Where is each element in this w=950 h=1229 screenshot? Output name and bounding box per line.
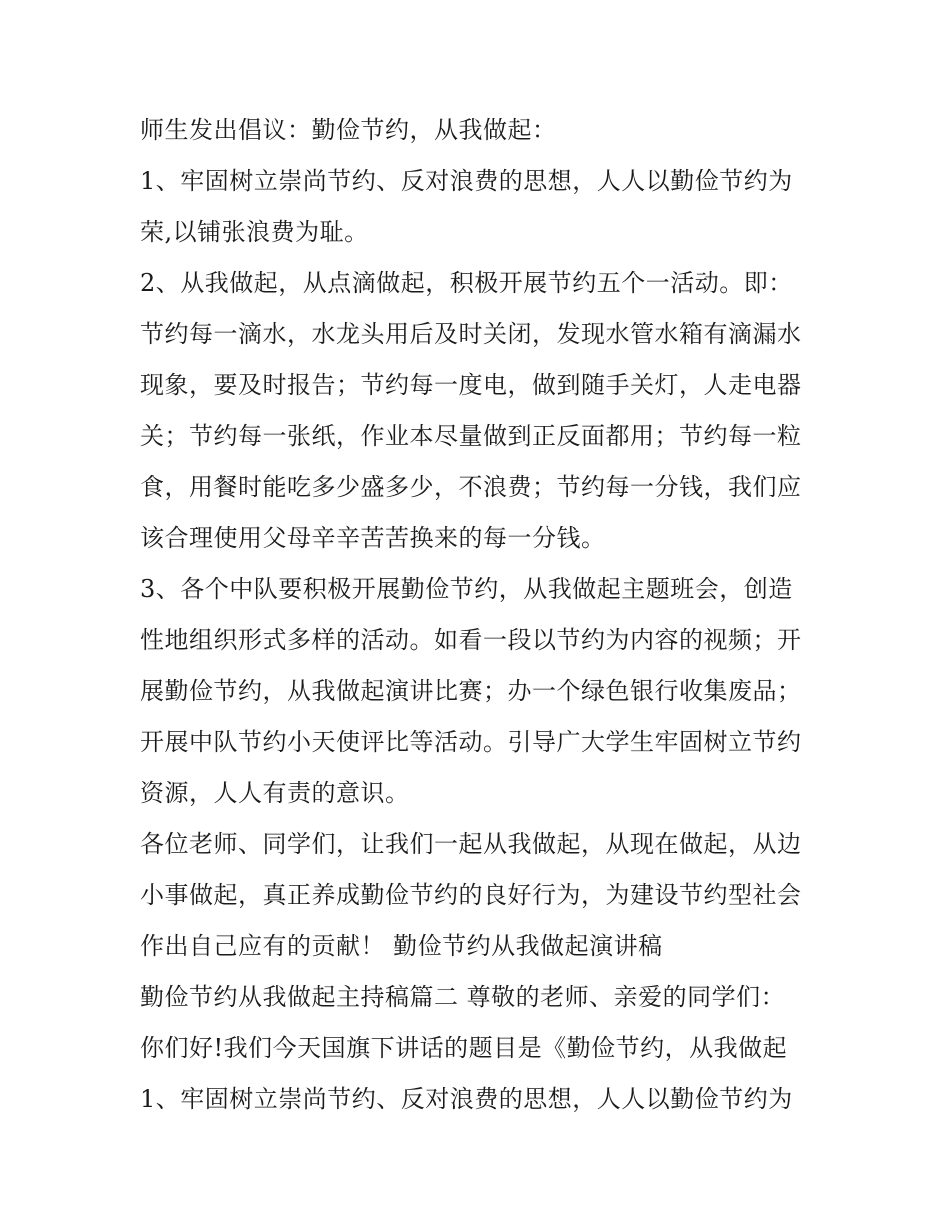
- text-line: 勤俭节约从我做起主持稿篇二 尊敬的老师、亲爱的同学们：: [140, 983, 786, 1011]
- text-line: 开展中队节约小天使评比等活动。引导广大学生牢固树立节约: [140, 728, 802, 756]
- text-line: 你们好!我们今天国旗下讲话的题目是《勤俭节约，从我做起: [140, 1034, 788, 1062]
- text-line: 各位老师、同学们，让我们一起从我做起，从现在做起，从边: [140, 830, 802, 858]
- text-line: 资源，人人有责的意识。: [140, 779, 410, 807]
- document-body: [140, 105, 830, 1125]
- text-line: 师生发出倡议：勤俭节约，从我做起：: [140, 116, 557, 144]
- text-line: 3、各个中队要积极开展勤俭节约，从我做起主题班会，创造: [140, 575, 793, 603]
- text-line: 现象，要及时报告；节约每一度电，做到随手关灯，人走电器: [140, 371, 802, 399]
- text-line: 1、牢固树立崇尚节约、反对浪费的思想，人人以勤俭节约为: [140, 167, 793, 195]
- text-line: 荣,以铺张浪费为耻。: [140, 218, 369, 246]
- text-line: 性地组织形式多样的活动。如看一段以节约为内容的视频；开: [140, 626, 802, 654]
- text-line: 该合理使用父母辛辛苦苦换来的每一分钱。: [140, 524, 606, 552]
- text-line: 食，用餐时能吃多少盛多少，不浪费；节约每一分钱，我们应: [140, 473, 802, 501]
- text-line: 节约每一滴水，水龙头用后及时关闭，发现水管水箱有滴漏水: [140, 320, 802, 348]
- text-line: 展勤俭节约，从我做起演讲比赛；办一个绿色银行收集废品；: [140, 677, 802, 705]
- text-line: 作出自己应有的贡献！ 勤俭节约从我做起演讲稿: [140, 932, 663, 960]
- text-line: 关；节约每一张纸，作业本尽量做到正反面都用；节约每一粒: [140, 422, 802, 450]
- text-line: 2、从我做起，从点滴做起，积极开展节约五个一活动。即：: [140, 269, 793, 297]
- text-line: 小事做起，真正养成勤俭节约的良好行为，为建设节约型社会: [140, 881, 802, 909]
- text-line: 1、牢固树立崇尚节约、反对浪费的思想，人人以勤俭节约为: [140, 1085, 793, 1113]
